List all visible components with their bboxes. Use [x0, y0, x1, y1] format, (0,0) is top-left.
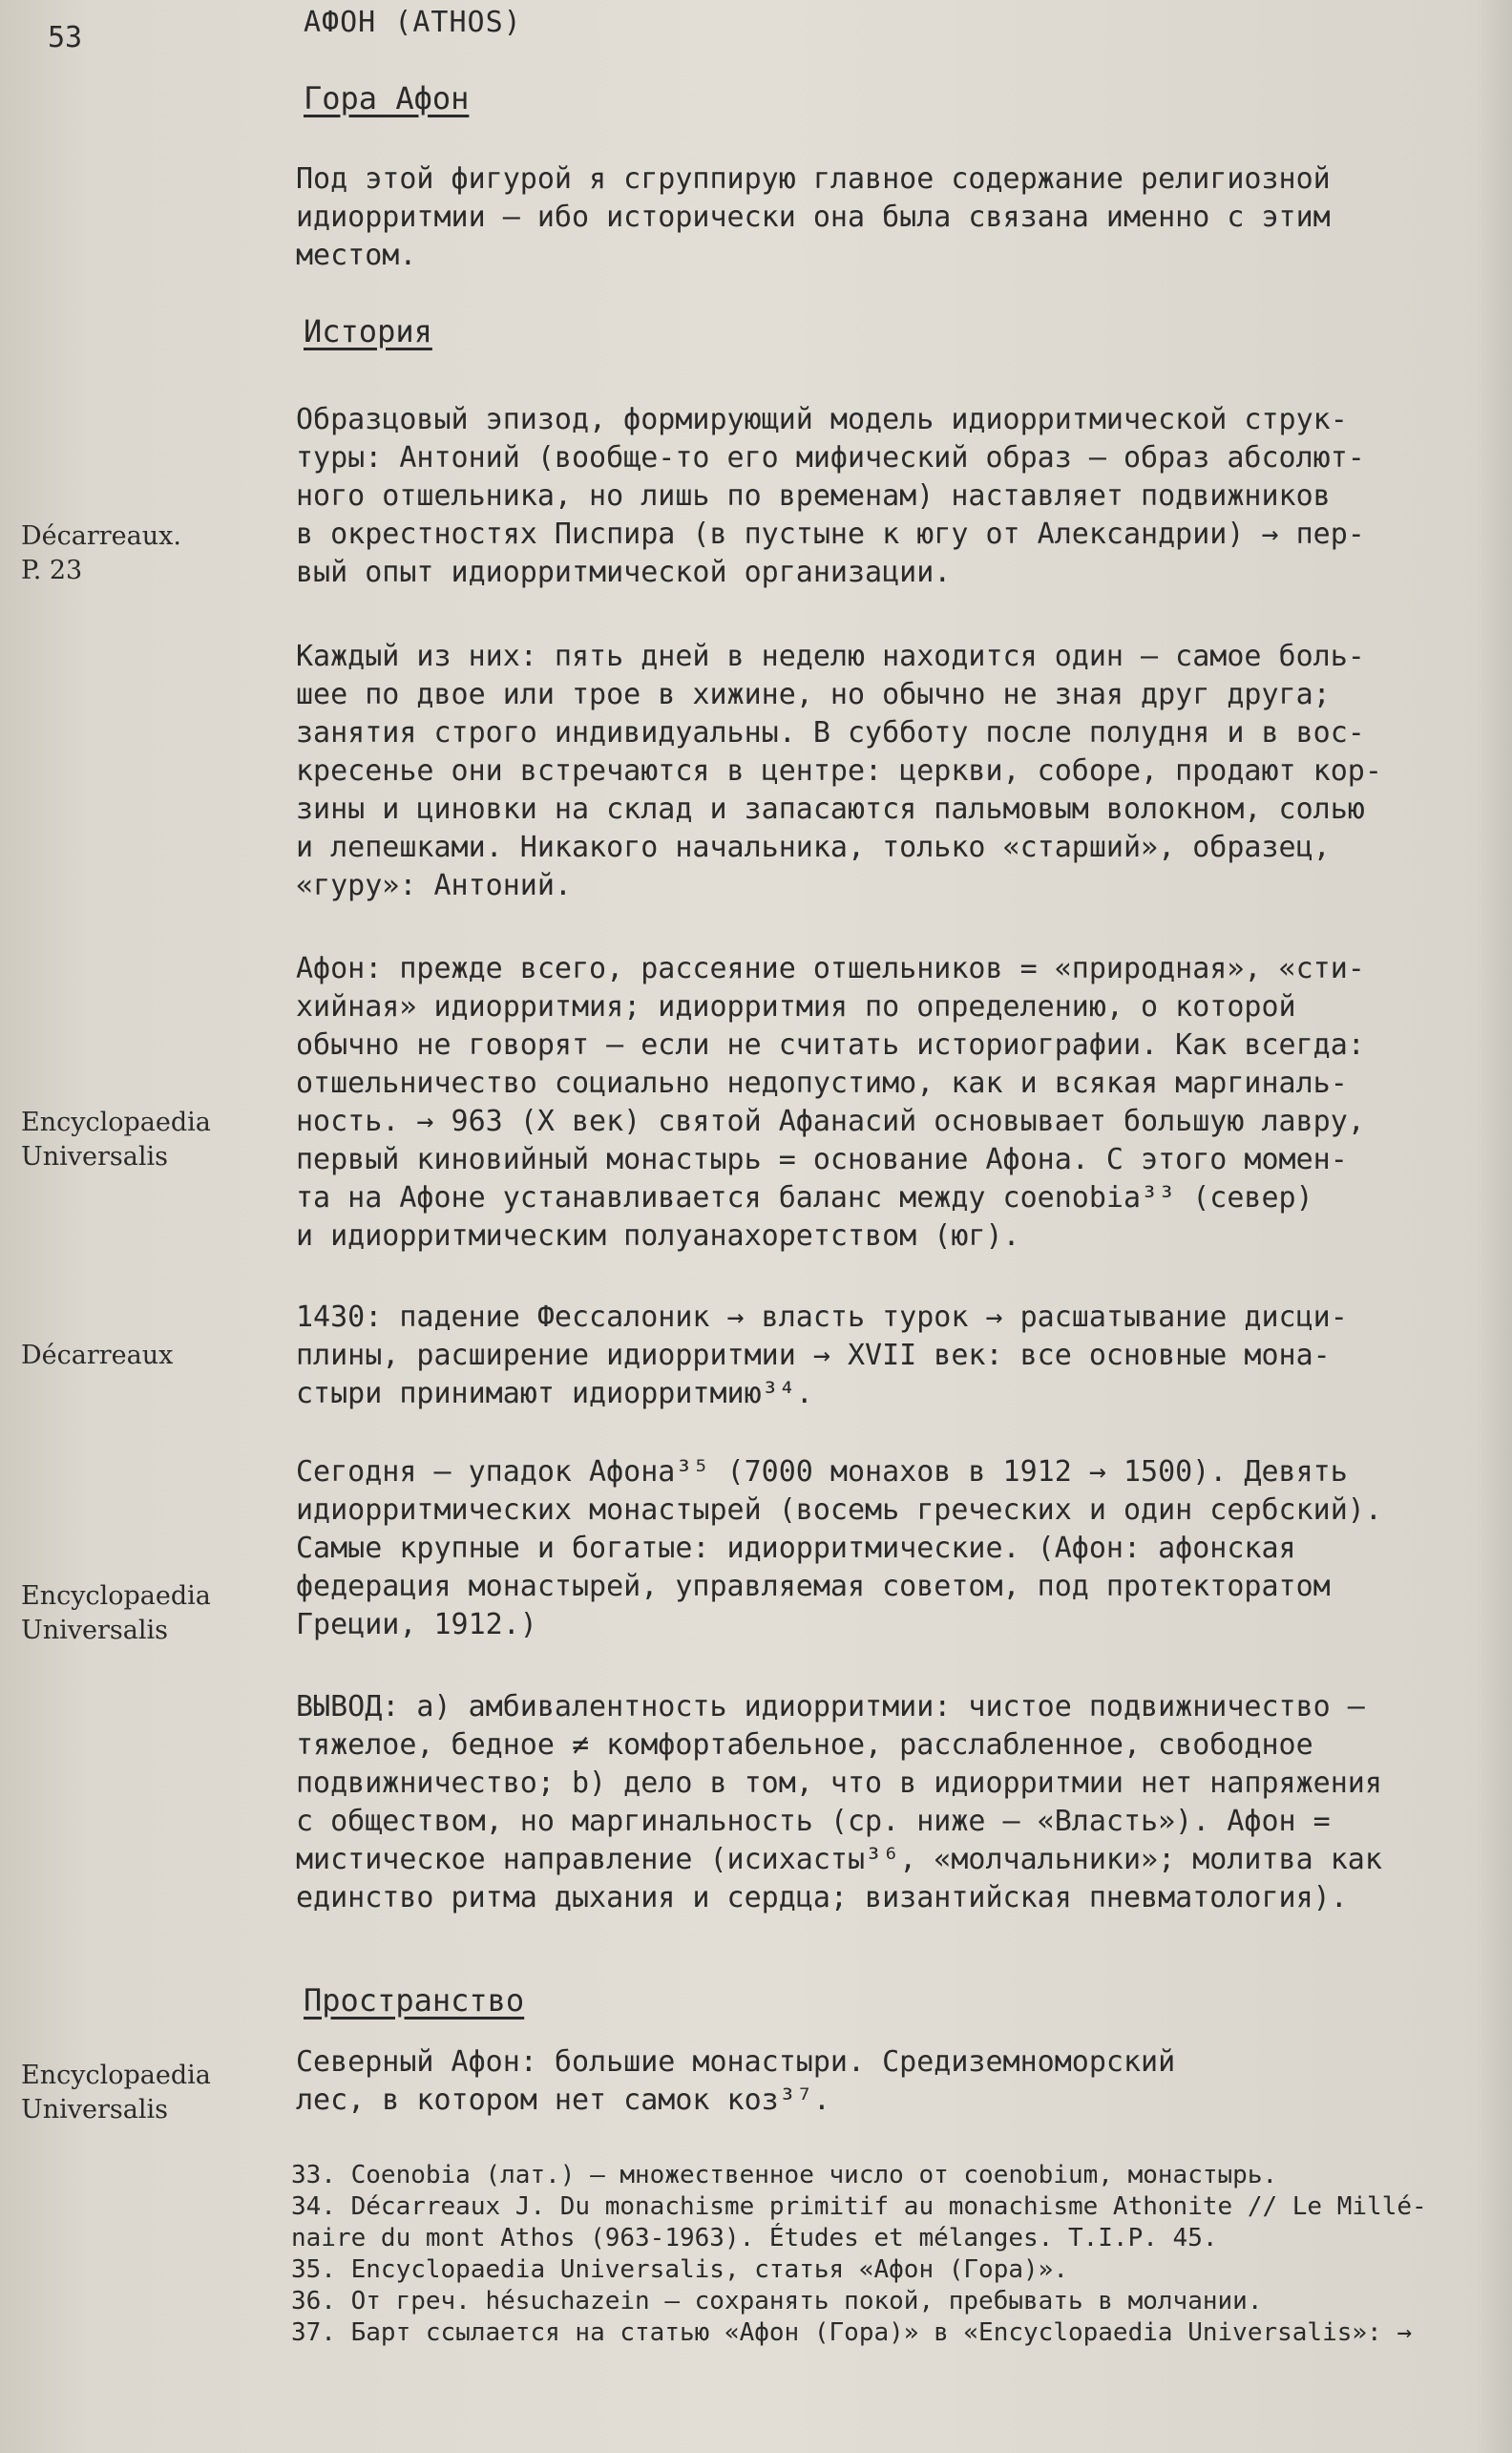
running-title: АФОН (ATHOS) — [304, 6, 522, 39]
page-number: 53 — [48, 21, 83, 54]
margin-note-encyclopaedia-3: Encyclopaedia Universalis — [21, 2061, 211, 2125]
footnote-33: 33. Coenobia (лат.) – множественное число от coenobium, монастырь. — [291, 2161, 1278, 2189]
margin-note-encyclopaedia-1: Encyclopaedia Universalis — [21, 1108, 211, 1172]
history-paragraph-3: Афон: прежде всего, рассеяние отшельников = «природная», «сти- хийная» идиорритмия; идиорритмия по определению, о которой обычно не говорят – если не считать историографии. Как всегда: отшельничество социально недопустимо, как и всякая маргиналь- ность. → 963 (X век) святой Афанасий основывает большую лавру, первый киновийный монастырь = основание Афона. С этого момен- та на Афоне устанавливается баланс между coenobia³³ (север) и идиорритмическим полуанахоретством (юг). — [296, 952, 1365, 1253]
footnote-35: 35. Encyclopaedia Universalis, статья «Афон (Гора)». — [291, 2255, 1068, 2284]
footnote-34: 34. Décarreaux J. Du monachisme primitif au monachisme Athonite // Le Millé- naire du mont Athos (963-1963). Études et mélanges. T.I.P. 45. — [291, 2192, 1427, 2252]
margin-note-encyclopaedia-2: Encyclopaedia Universalis — [21, 1581, 211, 1645]
history-paragraph-5: Сегодня – упадок Афона³⁵ (7000 монахов в 1912 → 1500). Девять идиорритмических монастырей (восемь греческих и один сербский). Самые крупные и богатые: идиорритмические. (Афон: афонская федерация монастырей, управляемая советом, под протекторатом Греции, 1912.) — [296, 1455, 1382, 1641]
margin-note-decarreaux: Décarreaux — [21, 1341, 174, 1370]
footnote-36: 36. От греч. hésuchazein – сохранять покой, пребывать в молчании. — [291, 2287, 1263, 2316]
history-paragraph-4: 1430: падение Фессалоник → власть турок → расшатывание дисци- плины, расширение идиорритмии → XVII век: все основные мона- стыри принимают идиорритмию³⁴. — [296, 1301, 1348, 1410]
section-heading-history: История — [304, 313, 432, 349]
margin-note-decarreaux-p23: Décarreaux. P. 23 — [21, 521, 181, 585]
history-paragraph-2: Каждый из них: пять дней в неделю находится один – самое боль- шее по двое или трое в хижине, но обычно не зная друг друга; занятия строго индивидуальны. В субботу после полудня и в вос- кресенье они встречаются в центре: церкви, соборе, продают кор- зины и циновки на склад и запасаются пальмовым волокном, солью и лепешками. Никакого начальника, только «старший», образец, «гуру»: Антоний. — [296, 640, 1382, 902]
history-paragraph-1: Образцовый эпизод, формирующий модель идиорритмической струк- туры: Антоний (вообще-то его мифический образ – образ абсолют- ного отшельника, но лишь по временам) наставляет подвижников в окрестностях Писпира (в пустыне к югу от Александрии) → пер- вый опыт идиорритмической организации. — [296, 403, 1365, 589]
space-paragraph: Северный Афон: большие монастыри. Средиземноморский лес, в котором нет самок коз³⁷. — [296, 2045, 1176, 2117]
section-heading-space: Пространство — [304, 1982, 525, 2019]
footnote-37: 37. Барт ссылается на статью «Афон (Гора)» в «Encyclopaedia Universalis»: → — [291, 2318, 1412, 2347]
page-title: Гора Афон — [304, 80, 470, 116]
intro-paragraph: Под этой фигурой я сгруппирую главное содержание религиозной идиорритмии – ибо исторически она была связана именно с этим местом. — [296, 162, 1331, 272]
conclusion-paragraph: ВЫВОД: a) амбивалентность идиорритмии: чистое подвижничество – тяжелое, бедное ≠ комфортабельное, расслабленное, свободное подвижничество; b) дело в том, что в идиорритмии нет напряжения с обществом, но маргинальность (ср. ниже – «Власть»). Афон = мистическое направление (исихасты³⁶, «молчальники»; молитва как единство ритма дыхания и сердца; византийская пневматология). — [296, 1690, 1382, 1914]
